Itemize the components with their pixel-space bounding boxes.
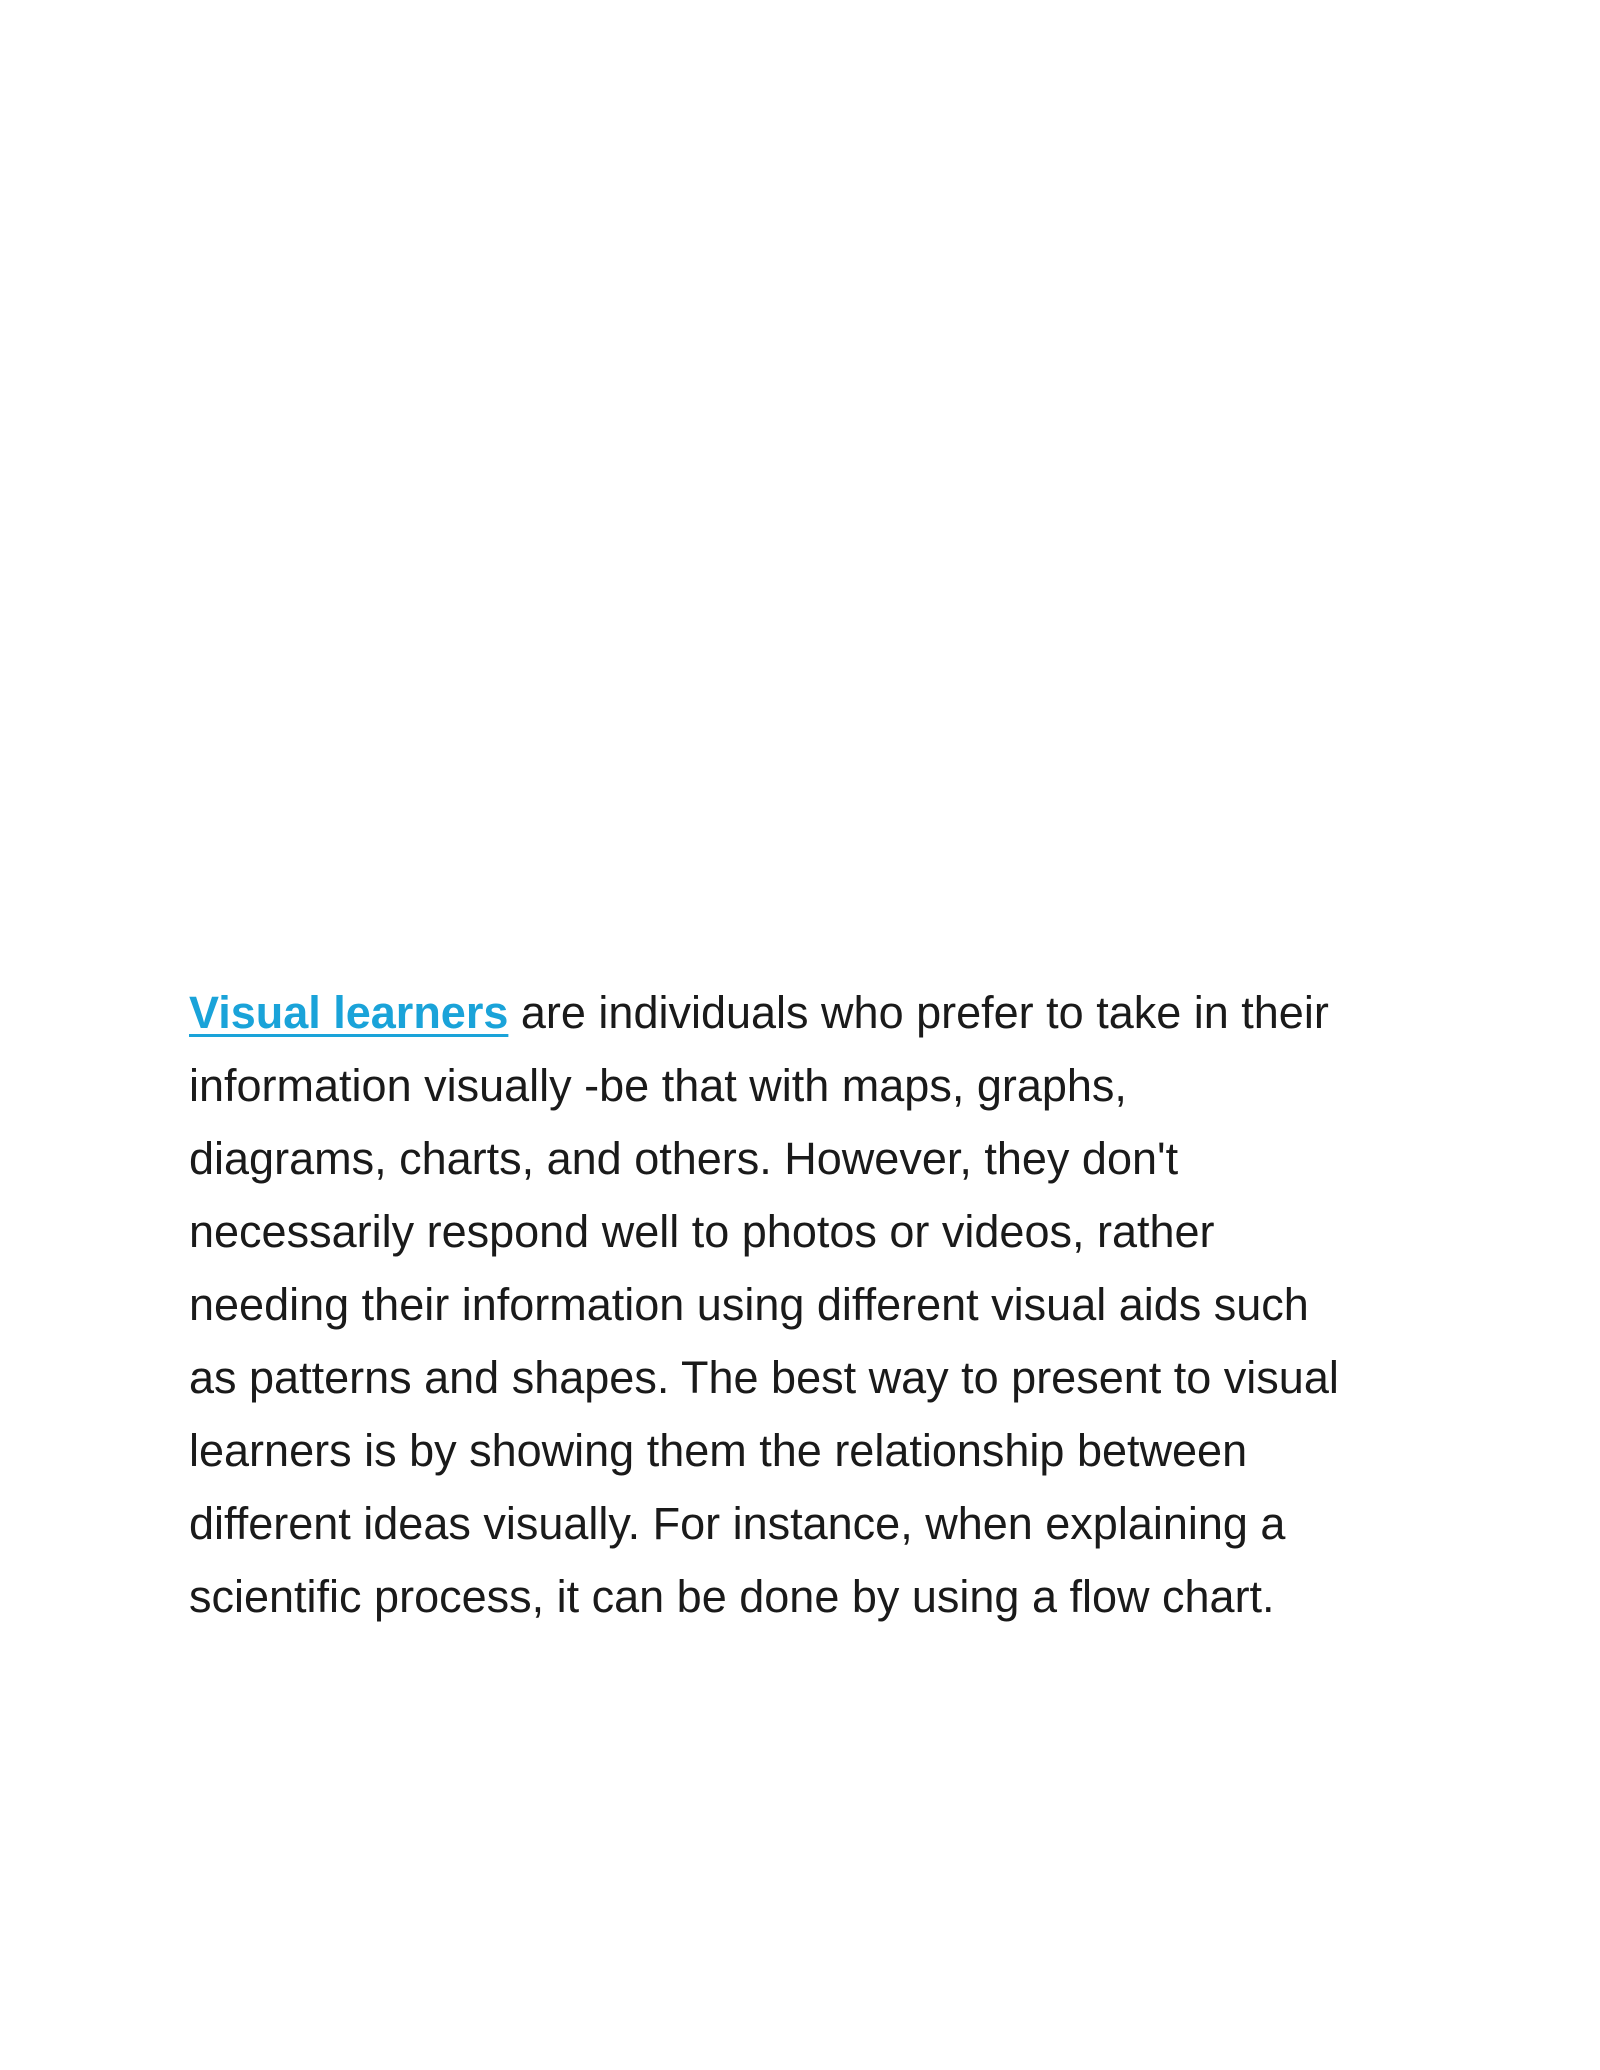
paragraph-line-9: scientific process, it can be done by using a flow chart. [189,1571,1275,1622]
paragraph-line-1-text: are individuals who prefer to take in their [508,987,1329,1038]
paragraph-line-7: learners is by showing them the relationship between [189,1425,1248,1476]
paragraph-line-1 [189,976,1429,1049]
paragraph-line-4: necessarily respond well to photos or videos, rather [189,1206,1215,1257]
visual-learners-link[interactable]: Visual learners [189,987,509,1038]
paragraph-line-2: information visually -be that with maps, graphs, [189,1060,1127,1111]
paragraph-line-6: as patterns and shapes. The best way to present to visual [189,1352,1339,1403]
paragraph-line-3: diagrams, charts, and others. However, they don't [189,1133,1179,1184]
paragraph-line-8: different ideas visually. For instance, when explaining a [189,1498,1286,1549]
paragraph-line-5: needing their information using different visual aids such [189,1279,1309,1330]
body-paragraph [189,976,1429,1633]
